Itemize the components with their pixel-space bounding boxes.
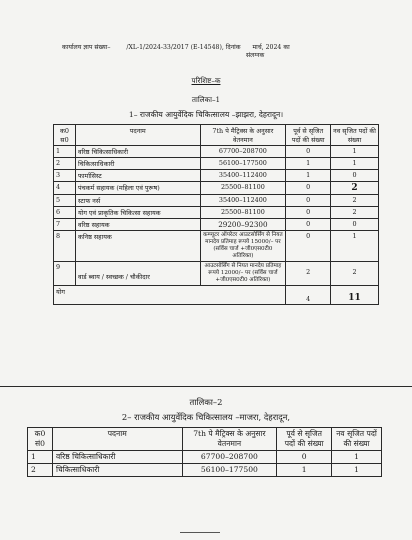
- table1-caption: तालिका–1: [191, 95, 221, 104]
- row-post: पंचकर्म सहायक (महिला एवं पुरूष): [75, 182, 200, 195]
- table-row: [54, 158, 379, 170]
- table2-header-old: पूर्व से सृजित पदों की संख्या: [277, 428, 332, 451]
- table-row: [54, 182, 379, 195]
- row-new: 1: [332, 464, 382, 477]
- total-label: योग: [54, 286, 286, 305]
- memo-number-label: कार्यालय ज्ञाप संख्या–: [62, 44, 111, 51]
- appendix-title: परिशिष्ट–क: [191, 76, 221, 85]
- row-pay: 35400–112400: [200, 170, 286, 182]
- row-post: स्टाफ नर्स: [75, 195, 200, 207]
- row-old: 1: [277, 464, 332, 477]
- table2-header-post: पदनाम: [52, 428, 182, 451]
- row-sn: 8: [54, 231, 76, 262]
- row-new: 2: [331, 182, 379, 195]
- row-post: वरिष्ठ चिकित्साधिकारी: [52, 451, 182, 464]
- table1-total-row: [54, 286, 379, 305]
- table1-header-post: पदनाम: [75, 125, 200, 146]
- row-post: कनिष्ठ सहायक: [75, 231, 200, 262]
- row-post: फार्मासिस्ट: [75, 170, 200, 182]
- table-row: [54, 231, 379, 262]
- table2: [27, 427, 382, 477]
- row-post: वार्ड ब्वाय / स्वच्छक / चौकीदार: [75, 262, 200, 286]
- table-row: [54, 207, 379, 219]
- row-pay: 67700–208700: [200, 146, 286, 158]
- row-post: वरिष्ठ चिकित्साधिकारी: [75, 146, 200, 158]
- row-pay: 29200–92300: [200, 219, 286, 231]
- row-old: 2: [286, 262, 331, 286]
- row-sn: 2: [28, 464, 53, 477]
- table2-header-sn: क0 सं0: [28, 428, 53, 451]
- row-sn: 6: [54, 207, 76, 219]
- enclosure-label: संलग्नक: [246, 52, 265, 59]
- row-pay: 35400–112400: [200, 195, 286, 207]
- row-old: 0: [286, 146, 331, 158]
- table-row: [28, 464, 382, 477]
- row-new: 1: [331, 146, 379, 158]
- row-pay: 25500–81100: [200, 182, 286, 195]
- page-footer-mark: [180, 532, 220, 535]
- row-sn: 1: [28, 451, 53, 464]
- row-new: 2: [331, 195, 379, 207]
- row-new: 1: [331, 231, 379, 262]
- total-new: 11: [331, 286, 379, 305]
- row-pay: 25500–81100: [200, 207, 286, 219]
- row-sn: 4: [54, 182, 76, 195]
- row-pay: 67700–208700: [182, 451, 277, 464]
- table1-subtitle: 1– राजकीय आयुर्वेदिक चिकित्सालय –झाझरा, देहरादून।: [128, 110, 284, 119]
- row-sn: 5: [54, 195, 76, 207]
- table1: [53, 124, 379, 305]
- row-new: 1: [331, 158, 379, 170]
- row-pay: 56100–177500: [182, 464, 277, 477]
- row-old: 0: [277, 451, 332, 464]
- row-sn: 7: [54, 219, 76, 231]
- table2-header-row: [28, 428, 382, 451]
- row-old: 1: [286, 158, 331, 170]
- total-old: 4: [286, 286, 331, 305]
- memo-number: /XL-1/2024-33/2017 (E-14548), दिनांक: [126, 44, 241, 51]
- row-pay: आउटसोर्सिंग से नियत मानदेय प्रतिमाह रूपये 12000/– पर (सर्विस चार्ज +जी0एस0टी0 अतिरिक्त): [200, 262, 286, 286]
- row-old: 0: [286, 219, 331, 231]
- memo-date: मार्च, 2024 का: [252, 44, 290, 51]
- row-new: 2: [331, 262, 379, 286]
- table2-header-pay: 7th पे मैट्रिक्स के अनुसार वेतनमान: [182, 428, 277, 451]
- row-new: 0: [331, 219, 379, 231]
- row-old: 0: [286, 195, 331, 207]
- row-new: 1: [332, 451, 382, 464]
- row-old: 0: [286, 182, 331, 195]
- table-row: [54, 146, 379, 158]
- table1-header-row: [54, 125, 379, 146]
- row-post: योग एवं प्राकृतिक चिकित्सा सहायक: [75, 207, 200, 219]
- row-pay: 56100–177500: [200, 158, 286, 170]
- row-sn: 9: [54, 262, 76, 286]
- row-new: 0: [331, 170, 379, 182]
- row-old: 1: [286, 170, 331, 182]
- table-row: [54, 195, 379, 207]
- table2-caption: तालिका–2: [189, 397, 223, 407]
- table2-subtitle: 2– राजकीय आयुर्वेदिक चिकित्सालय –माजरा, देहरादून,: [121, 412, 291, 422]
- row-sn: 2: [54, 158, 76, 170]
- row-post: वरिष्ठ सहायक: [75, 219, 200, 231]
- office-memo-header: [62, 44, 382, 60]
- table-row: [54, 170, 379, 182]
- row-old: 0: [286, 231, 331, 262]
- row-old: 0: [286, 207, 331, 219]
- table1-header-pay: 7th पे मैट्रिक्स के अनुसार वेतनमान: [200, 125, 286, 146]
- table2-header-new: नव सृजित पदों की संख्या: [332, 428, 382, 451]
- table-row: [54, 262, 379, 286]
- row-sn: 1: [54, 146, 76, 158]
- table1-header-old: पूर्व से सृजित पदों की संख्या: [286, 125, 331, 146]
- table-row: [54, 219, 379, 231]
- section-divider: [0, 386, 412, 387]
- table1-header-sn: क0 स0: [54, 125, 76, 146]
- table-row: [28, 451, 382, 464]
- table1-header-new: नव सृजित पदों की संख्या: [331, 125, 379, 146]
- row-post: चिकित्साधिकारी: [52, 464, 182, 477]
- row-sn: 3: [54, 170, 76, 182]
- row-new: 2: [331, 207, 379, 219]
- row-pay: कम्प्यूटर ऑपरेटर आउटसोर्सिंग से नियत मानदेय प्रतिमाह रूपये 15000/– पर (सर्विस चार्ज +जी0एस0टी0 अतिरिक्त): [200, 231, 286, 262]
- row-post: चिकित्साधिकारी: [75, 158, 200, 170]
